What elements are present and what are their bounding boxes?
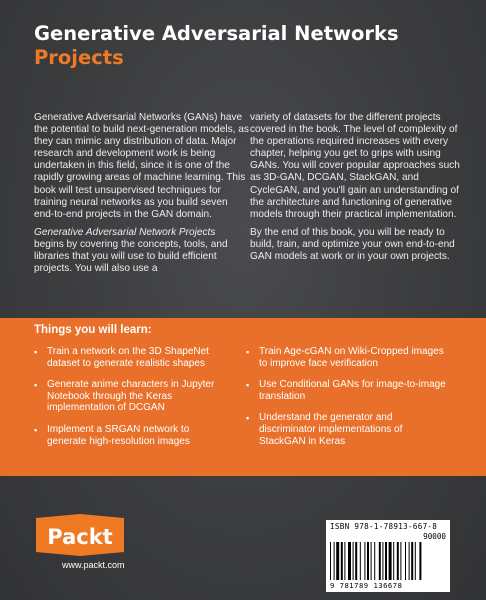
barcode-bars — [330, 542, 446, 580]
bullet-icon: ▪ — [34, 347, 38, 357]
description-paragraph: Generative Adversarial Networks (GANs) have the potential to build next-generation models, as they can mimic any distribution of data. Major research and development work is being undertaken in this field, since it is one of the rapidly growing areas of machine learning. This book will test unsupervised techniques for training neural networks as you build seven end-to-end projects in the GAN domain. — [34, 112, 249, 220]
bullet-icon: ▪ — [34, 380, 38, 391]
book-title-italic: Generative Adversarial Network Projects — [34, 226, 216, 238]
description-right-column — [250, 112, 462, 269]
learn-item: ▪ Understand the generator and discriminator implementations of StackGAN in Keras — [246, 412, 403, 447]
description-paragraph: variety of datasets for the different projects covered in the book. The level of complexity of the operations required increases with every chapter, helping you get to grips with using GANs. You will cover popular approaches such as 3D-GAN, DCGAN, StackGAN, and CycleGAN, and you'll gain an understanding of the architecture and functioning of generative models through their practical implementation. — [250, 112, 460, 220]
bullet-icon: ▪ — [246, 347, 250, 357]
description-text: begins by covering the concepts, tools, and libraries that you will use to build efficient projects. You will also use a — [34, 238, 228, 275]
price-code: 90000 — [423, 532, 446, 541]
learn-item: ▪ Train a network on the 3D ShapeNet dataset to generate realistic shapes — [34, 346, 209, 369]
learn-item: ▪ Generate anime characters in Jupyter Notebook through the Keras implementation of DCGAN — [34, 379, 215, 414]
description-paragraph — [34, 227, 250, 275]
learn-item: ▪ Train Age-cGAN on Wiki-Cropped images to improve face verification — [246, 346, 444, 369]
bullet-icon: ▪ — [246, 413, 250, 424]
book-title — [34, 22, 464, 70]
description-left-column — [34, 112, 250, 281]
title-line-2: Projects — [34, 46, 124, 69]
barcode-digits: 9 781789 136678 — [330, 581, 403, 590]
logo-text: Packt — [47, 525, 113, 549]
publisher-url: www.packt.com — [62, 560, 125, 570]
isbn-number: ISBN 978-1-78913-667-8 — [330, 522, 438, 531]
learn-heading: Things you will learn: — [34, 324, 152, 336]
learn-list-right — [246, 346, 446, 457]
description-paragraph: By the end of this book, you will be ready to build, train, and optimize your own end-to-end GAN models at work or in your own projects. — [250, 226, 455, 263]
isbn-barcode — [326, 520, 450, 592]
learn-item: ▪ Implement a SRGAN network to generate high-resolution images — [34, 423, 190, 447]
learn-section — [0, 318, 486, 476]
bullet-icon: ▪ — [246, 380, 250, 391]
learn-item: ▪ Use Conditional GANs for image-to-image translation — [246, 379, 446, 402]
bullet-icon: ▪ — [34, 424, 38, 435]
learn-list-left — [34, 346, 230, 457]
title-line-1: Generative Adversarial Networks — [34, 22, 399, 45]
